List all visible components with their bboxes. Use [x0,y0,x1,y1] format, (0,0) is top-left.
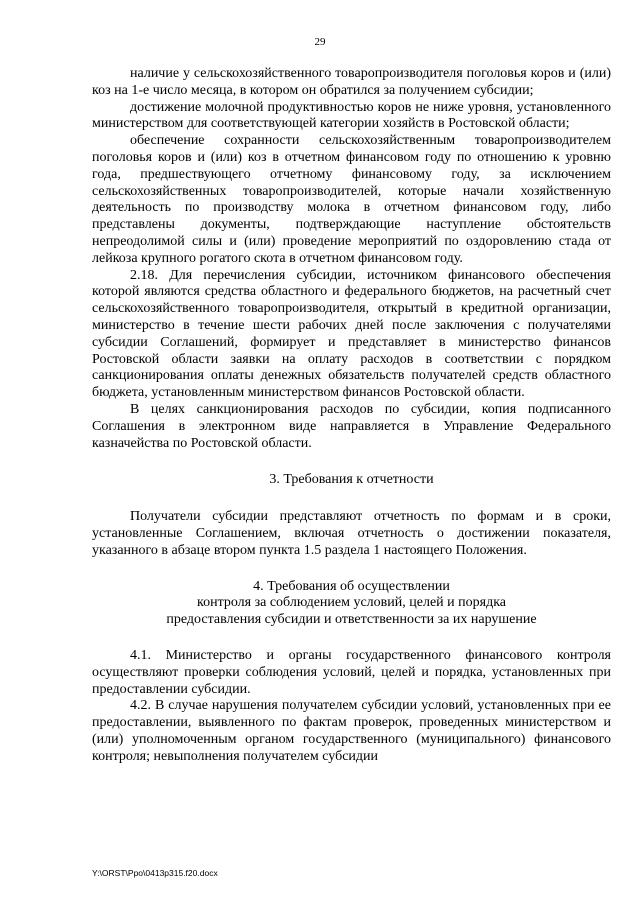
paragraph-4-1: 4.1. Министерство и органы государственного финансового контроля осуществляют проверки соблюдения условий, целей и порядка, установленных при предоставлении субсидии. [92,647,611,697]
paragraph-4-2: 4.2. В случае нарушения получателем субсидии условий, установленных при ее предоставлении, выявленного по фактам проверок, проведенных министерством и (или) уполномоченным органом государственного (муниципального) финансового контроля; невыполнения получателем субсидии [92,698,611,764]
document-body [92,66,611,765]
section-4-title-line: 4. Требования об осуществлении [253,578,450,594]
page-number: 29 [314,36,326,48]
paragraph-herd-preservation: обеспечение сохранности сельскохозяйственным товаропроизводителем поголовья коров и (или) коз в отчетном финансовом году по отношению к уровню года, предшествующего отчетному финансовому году, за исключением сельскохозяйственных товаропроизводителей, которые начали хозяйственную деятельность по производству молока в отчетном финансовом году, либо представлены документы, подтверждающие наступление обстоятельств непреодолимой силы и (или) проведение мероприятий по оздоровлению стада от лейкоза крупного рогатого скота в отчетном финансовом году. [92,133,611,266]
paragraph-livestock-availability: наличие у сельскохозяйственного товаропроизводителя поголовья коров и (или) коз на 1-е число месяца, в котором он обратился за получением субсидии; [92,66,611,98]
paragraph-sanction-expenses: В целях санкционирования расходов по субсидии, копия подписанного Соглашения в электронном виде направляется в Управление Федерального казначейства по Ростовской области. [92,401,611,451]
section-4-title [92,579,611,629]
section-4-title-line: предоставления субсидии и ответственности за их нарушение [166,612,537,628]
section-3-title: 3. Требования к отчетности [269,472,434,488]
file-path-footer: Y:\ORST\Ppo\0413p315.f20.docx [92,868,218,878]
section-4-title-line: контроля за соблюдением условий, целей и порядка [196,595,507,611]
paragraph-milk-productivity: достижение молочной продуктивностью коров не ниже уровня, установленного министерством для соответствующей категории хозяйств в Ростовской области; [92,99,611,132]
paragraph-reporting: Получатели субсидии представляют отчетность по формам и в сроки, установленные Соглашением, включая отчетность о достижении показателя, указанного в абзаце втором пункта 1.5 раздела 1 настоящего Положения. [92,509,611,558]
paragraph-2-18: 2.18. Для перечисления субсидии, источником финансового обеспечения которой являются средства областного и федерального бюджетов, на расчетный счет сельскохозяйственного товаропроизводителя, открытый в кредитной организации, министерство в течение шести рабочих дней после заключения с получателями субсидии Соглашений, формирует и представляет в министерство финансов Ростовской области заявки на оплату расходов в соответствии с порядком санкционирования оплаты денежных обязательств получателей средств областного бюджета, установленным министерством финансов Ростовской области. [92,267,611,401]
